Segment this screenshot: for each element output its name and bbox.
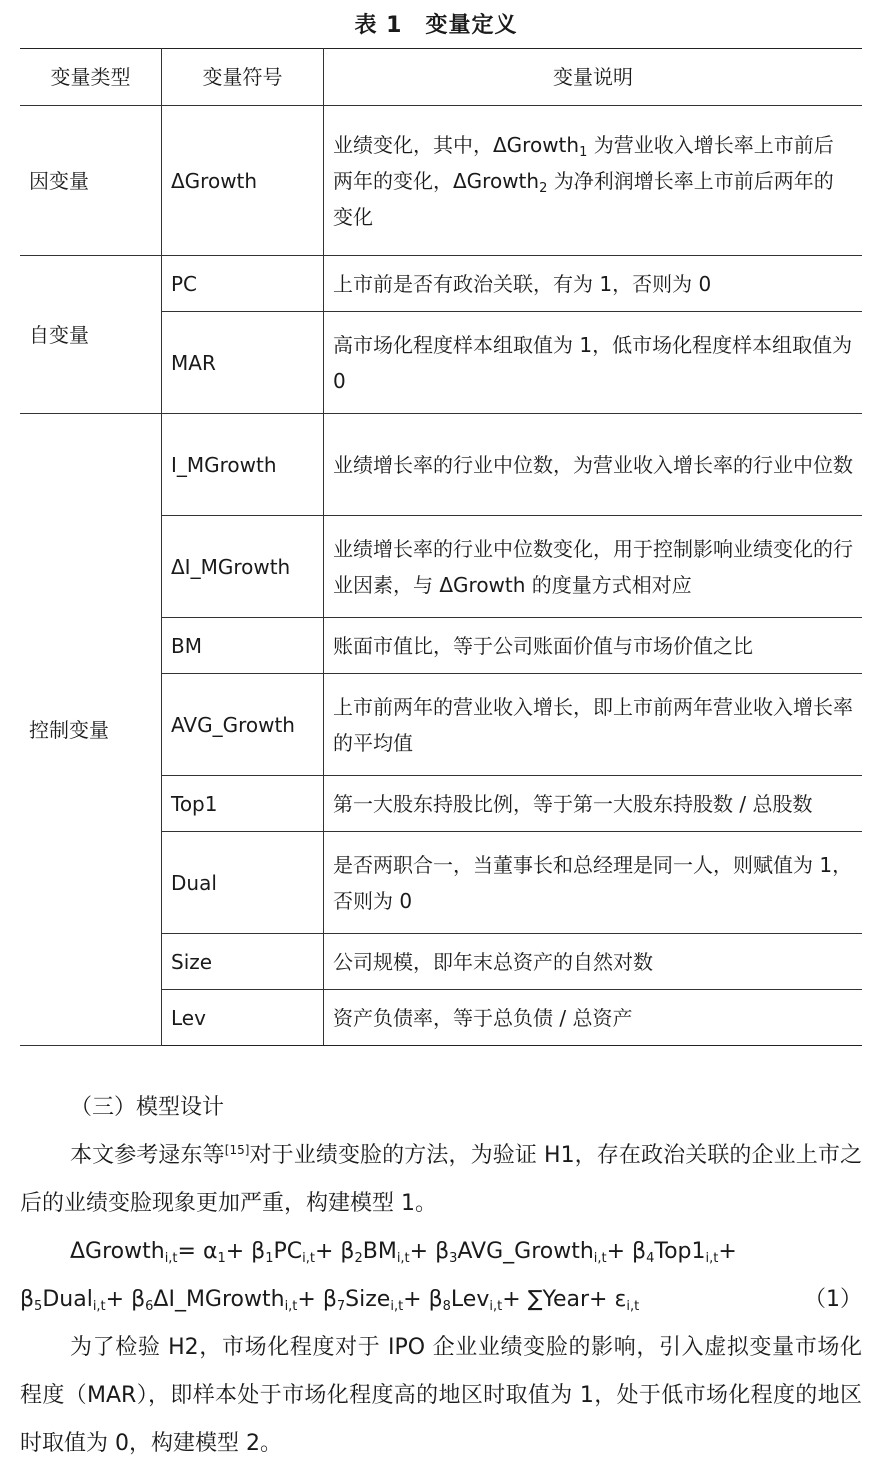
symbol-lev: Lev xyxy=(162,990,324,1046)
desc-delta-growth: 业绩变化，其中，ΔGrowth$_1$ 为营业收入增长率上市前后两年的变化，ΔGrowth$_2$ 为净利润增长率上市前后两年的变化 xyxy=(324,106,863,256)
table-row xyxy=(20,106,862,256)
desc-bm: 账面市值比，等于公司账面价值与市场价值之比 xyxy=(324,618,863,674)
desc-mar: 高市场化程度样本组取值为 1，低市场化程度样本组取值为 0 xyxy=(324,312,863,414)
symbol-delta-growth: ΔGrowth xyxy=(162,106,324,256)
header-variable-type: 变量类型 xyxy=(20,49,162,106)
type-control: 控制变量 xyxy=(20,414,162,1046)
section-heading: （三）模型设计 xyxy=(70,1095,225,1120)
citation-ref[interactable]: [15] xyxy=(224,1143,250,1157)
table-header-row xyxy=(20,49,862,106)
header-variable-description: 变量说明 xyxy=(324,49,863,106)
desc-pc: 上市前是否有政治关联，有为 1，否则为 0 xyxy=(324,256,863,312)
paragraph-model-1: 本文参考逯东等[15]对于业绩变脸的方法，为验证 H1，存在政治关联的企业上市之后的业绩变脸现象更加严重，构建模型 1。 xyxy=(20,1143,862,1216)
table-row xyxy=(20,414,862,516)
type-independent: 自变量 xyxy=(20,256,162,414)
desc-delta-i-mgrowth: 业绩增长率的行业中位数变化，用于控制影响业绩变化的行业因素，与 ΔGrowth 的度量方式相对应 xyxy=(324,516,863,618)
equation-1-line-1: ΔGrowth$_{i,t}$= $\alpha_1+ \beta_1PC_{i,t}+ \beta_2BM_{i,t}+$ $\beta_3AVG\_Growth_{i,t}+ \beta_4Top1_{i,t}+$ xyxy=(70,1239,737,1266)
desc-dual: 是否两职合一，当董事长和总经理是同一人，则赋值为 1，否则为 0 xyxy=(324,832,863,934)
symbol-pc: PC xyxy=(162,256,324,312)
header-variable-symbol: 变量符号 xyxy=(162,49,324,106)
type-dependent: 因变量 xyxy=(20,106,162,256)
symbol-avg-growth: AVG_Growth xyxy=(162,674,324,776)
symbol-dual: Dual xyxy=(162,832,324,934)
desc-i-mgrowth: 业绩增长率的行业中位数，为营业收入增长率的行业中位数 xyxy=(324,414,863,516)
variable-definition-table xyxy=(20,48,862,1046)
equation-1-line-2: $\beta_5Dual_{i,t}+$ $\beta_6\Delta I\_MGrowth_{i,t}+$ $\beta_7Size_{i,t}+ \beta_8Lev_{i,t}+$ ∑Year+ $\varepsilon_{i,t}$ （1） xyxy=(20,1276,862,1324)
symbol-size: Size xyxy=(162,934,324,990)
desc-lev: 资产负债率，等于总负债 / 总资产 xyxy=(324,990,863,1046)
table-row xyxy=(20,256,862,312)
body-text xyxy=(20,1084,862,1468)
symbol-top1: Top1 xyxy=(162,776,324,832)
desc-avg-growth: 上市前两年的营业收入增长，即上市前两年营业收入增长率的平均值 xyxy=(324,674,863,776)
equation-number: （1） xyxy=(804,1287,862,1312)
symbol-i-mgrowth: I_MGrowth xyxy=(162,414,324,516)
desc-top1: 第一大股东持股比例，等于第一大股东持股数 / 总股数 xyxy=(324,776,863,832)
symbol-delta-i-mgrowth: ΔI_MGrowth xyxy=(162,516,324,618)
paragraph-model-2: 为了检验 H2，市场化程度对于 IPO 企业业绩变脸的影响，引入虚拟变量市场化程度（MAR），即样本处于市场化程度高的地区时取值为 1，处于低市场化程度的地区时取值为 0，构建模型 2。 xyxy=(20,1335,862,1456)
table-caption: 表 1 变量定义 xyxy=(354,13,518,38)
desc-size: 公司规模，即年末总资产的自然对数 xyxy=(324,934,863,990)
symbol-mar: MAR xyxy=(162,312,324,414)
symbol-bm: BM xyxy=(162,618,324,674)
